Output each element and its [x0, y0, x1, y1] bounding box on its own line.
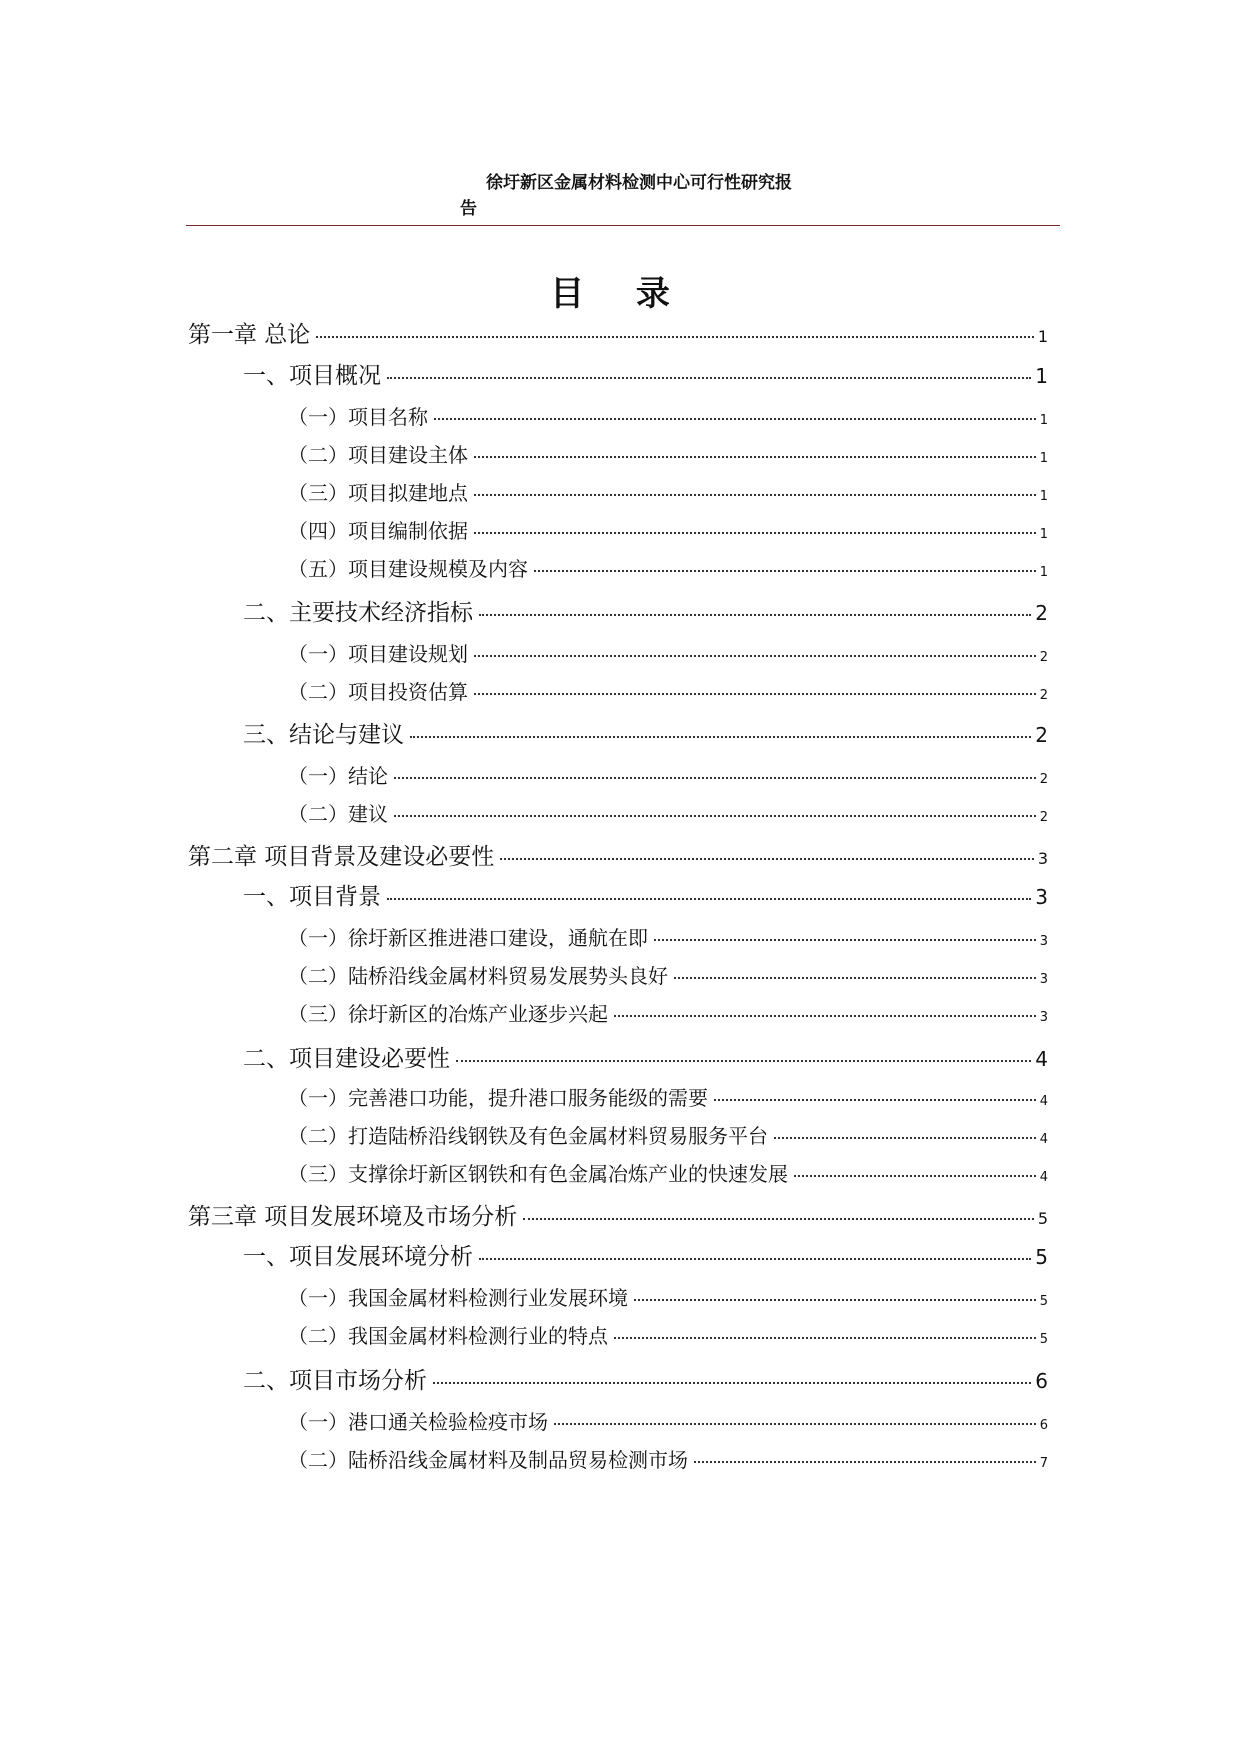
dot-leader — [614, 1337, 1036, 1339]
toc-entry-page-number: 6 — [1035, 1369, 1048, 1393]
toc-entry-label: （四）项目编制依据 — [288, 519, 468, 543]
dot-leader — [714, 1099, 1036, 1101]
toc-entry-page-number: 4 — [1035, 1047, 1048, 1071]
dot-leader — [410, 736, 1031, 738]
toc-entry-page-number: 3 — [1039, 972, 1048, 987]
toc-entry[interactable] — [188, 316, 1048, 349]
toc-entry[interactable] — [243, 357, 1048, 390]
toc-entry-page-number: 1 — [1039, 565, 1048, 580]
toc-entry[interactable] — [188, 1198, 1048, 1231]
toc-entry[interactable] — [288, 960, 1048, 989]
dot-leader — [456, 1060, 1031, 1062]
toc-entry-page-number: 1 — [1039, 489, 1048, 504]
toc-entry[interactable] — [288, 553, 1048, 582]
dot-leader — [634, 1299, 1036, 1301]
toc-entry-label: （一）结论 — [288, 764, 388, 788]
toc-entry-label: （二）项目建设主体 — [288, 443, 468, 467]
toc-entry-label: （二）我国金属材料检测行业的特点 — [288, 1324, 608, 1348]
toc-entry[interactable] — [288, 401, 1048, 430]
toc-entry-page-number: 2 — [1035, 601, 1048, 625]
toc-title: 目 录 — [550, 274, 690, 314]
toc-entry-page-number: 5 — [1039, 1294, 1048, 1309]
toc-entry-label: 二、项目建设必要性 — [243, 1046, 450, 1072]
toc-entry-page-number: 5 — [1039, 1332, 1048, 1347]
toc-entry[interactable] — [288, 922, 1048, 951]
toc-entry-label: 二、主要技术经济指标 — [243, 600, 473, 626]
toc-entry-label: 第一章 总论 — [188, 322, 311, 348]
toc-entry-label: 一、项目背景 — [243, 884, 381, 910]
header-title-line2: 告 — [460, 199, 477, 219]
toc-entry-label: （二）项目投资估算 — [288, 680, 468, 704]
toc-entry[interactable] — [288, 1444, 1048, 1473]
toc-entry-page-number: 3 — [1035, 885, 1048, 909]
toc-entry-page-number: 1 — [1037, 327, 1048, 346]
toc-entry[interactable] — [288, 998, 1048, 1027]
dot-leader — [523, 1218, 1034, 1220]
dot-leader — [500, 858, 1034, 860]
toc-entry-page-number: 1 — [1039, 527, 1048, 542]
toc-entry[interactable] — [243, 594, 1048, 627]
toc-entry[interactable] — [243, 878, 1048, 911]
toc-entry-label: 二、项目市场分析 — [243, 1368, 427, 1394]
dot-leader — [474, 494, 1036, 496]
dot-leader — [434, 418, 1036, 420]
toc-entry-page-number: 3 — [1039, 1010, 1048, 1025]
toc-entry-label: （一）项目名称 — [288, 405, 428, 429]
toc-entry[interactable] — [188, 838, 1048, 871]
toc-entry-page-number: 4 — [1039, 1132, 1048, 1147]
dot-leader — [794, 1175, 1036, 1177]
toc-entry-page-number: 7 — [1039, 1456, 1048, 1471]
toc-entry-label: 一、项目发展环境分析 — [243, 1244, 473, 1270]
toc-entry-label: 第二章 项目背景及建设必要性 — [188, 844, 495, 870]
toc-entry[interactable] — [288, 515, 1048, 544]
dot-leader — [554, 1423, 1036, 1425]
dot-leader — [387, 898, 1031, 900]
dot-leader — [654, 939, 1036, 941]
toc-entry-label: （二）陆桥沿线金属材料贸易发展势头良好 — [288, 964, 668, 988]
toc-entry-page-number: 1 — [1039, 451, 1048, 466]
toc-entry-label: （一）港口通关检验检疫市场 — [288, 1410, 548, 1434]
toc-entry[interactable] — [288, 1158, 1048, 1187]
toc-entry-label: 第三章 项目发展环境及市场分析 — [188, 1204, 518, 1230]
dot-leader — [694, 1461, 1036, 1463]
toc-entry-page-number: 5 — [1037, 1209, 1048, 1228]
toc-entry-page-number: 4 — [1039, 1170, 1048, 1185]
dot-leader — [674, 977, 1036, 979]
toc-entry-page-number: 4 — [1039, 1094, 1048, 1109]
toc-entry-page-number: 1 — [1035, 364, 1048, 388]
dot-leader — [534, 570, 1036, 572]
dot-leader — [614, 1015, 1036, 1017]
toc-entry[interactable] — [288, 1282, 1048, 1311]
toc-entry-page-number: 2 — [1035, 723, 1048, 747]
toc-entry-label: 一、项目概况 — [243, 363, 381, 389]
toc-entry-label: （二）打造陆桥沿线钢铁及有色金属材料贸易服务平台 — [288, 1124, 768, 1148]
toc-entry-page-number: 3 — [1039, 934, 1048, 949]
toc-entry[interactable] — [288, 1320, 1048, 1349]
toc-entry-page-number: 2 — [1039, 810, 1048, 825]
toc-entry[interactable] — [288, 676, 1048, 705]
dot-leader — [474, 655, 1036, 657]
toc-entry[interactable] — [243, 1040, 1048, 1073]
dot-leader — [394, 815, 1036, 817]
toc-entry-page-number: 2 — [1039, 650, 1048, 665]
header-title-line1: 徐圩新区金属材料检测中心可行性研究报 — [486, 173, 792, 193]
dot-leader — [316, 336, 1034, 338]
toc-entry-label: （三）支撑徐圩新区钢铁和有色金属冶炼产业的快速发展 — [288, 1162, 788, 1186]
dot-leader — [479, 614, 1031, 616]
dot-leader — [774, 1137, 1036, 1139]
toc-entry-label: （二）建议 — [288, 802, 388, 826]
toc-entry[interactable] — [288, 638, 1048, 667]
dot-leader — [479, 1258, 1031, 1260]
toc-entry[interactable] — [288, 439, 1048, 468]
toc-entry-label: （一）徐圩新区推进港口建设，通航在即 — [288, 926, 648, 950]
dot-leader — [433, 1382, 1031, 1384]
toc-entry-page-number: 1 — [1039, 413, 1048, 428]
toc-entry-label: （五）项目建设规模及内容 — [288, 557, 528, 581]
toc-entry[interactable] — [288, 477, 1048, 506]
toc-entry-label: （一）我国金属材料检测行业发展环境 — [288, 1286, 628, 1310]
toc-entry-page-number: 6 — [1039, 1418, 1048, 1433]
toc-entry-label: （三）项目拟建地点 — [288, 481, 468, 505]
toc-entry-label: （二）陆桥沿线金属材料及制品贸易检测市场 — [288, 1448, 688, 1472]
toc-entry-page-number: 2 — [1039, 688, 1048, 703]
toc-entry[interactable] — [243, 1362, 1048, 1395]
toc-entry[interactable] — [243, 716, 1048, 749]
toc-entry-page-number: 5 — [1035, 1245, 1048, 1269]
toc-entry-label: （三）徐圩新区的冶炼产业逐步兴起 — [288, 1002, 608, 1026]
toc-entry[interactable] — [288, 1406, 1048, 1435]
dot-leader — [474, 456, 1036, 458]
toc-entry[interactable] — [288, 1120, 1048, 1149]
toc-entry-label: （一）完善港口功能，提升港口服务能级的需要 — [288, 1086, 708, 1110]
toc-entry-label: 三、结论与建议 — [243, 722, 404, 748]
dot-leader — [474, 693, 1036, 695]
toc-entry-label: （一）项目建设规划 — [288, 642, 468, 666]
toc-entry-page-number: 3 — [1037, 849, 1048, 868]
toc-entry[interactable] — [243, 1238, 1048, 1271]
dot-leader — [387, 377, 1031, 379]
toc-entry[interactable] — [288, 798, 1048, 827]
toc-entry[interactable] — [288, 1082, 1048, 1111]
dot-leader — [394, 777, 1036, 779]
toc-entry-page-number: 2 — [1039, 772, 1048, 787]
dot-leader — [474, 532, 1036, 534]
toc-entry[interactable] — [288, 760, 1048, 789]
